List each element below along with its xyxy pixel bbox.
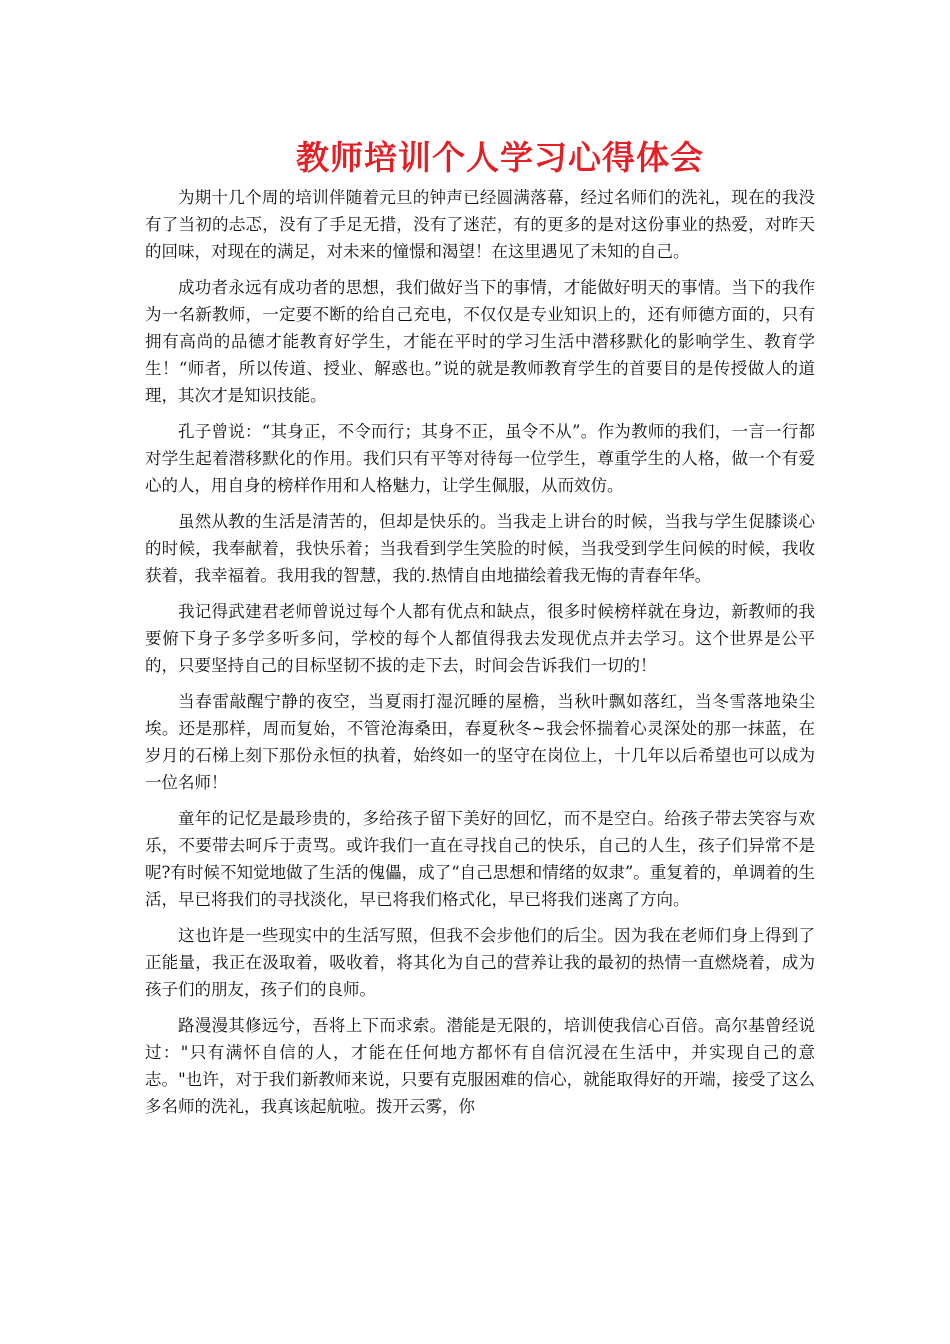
- paragraph-4: 虽然从教的生活是清苦的，但却是快乐的。当我走上讲台的时候，当我与学生促膝谈心的时候，我奉献着，我快乐着；当我看到学生笑脸的时候，当我受到学生问候的时候，我收获着，我幸福着。我用我的智慧，我的.热情自由地描绘着我无悔的青春年华。: [145, 512, 815, 585]
- paragraph-8: 这也许是一些现实中的生活写照，但我不会步他们的后尘。因为我在老师们身上得到了正能量，我正在汲取着，吸收着，将其化为自己的营养让我的最初的热情一直燃烧着，成为孩子们的朋友，孩子们的良师。: [145, 926, 815, 999]
- paragraph-2: 成功者永远有成功者的思想，我们做好当下的事情，才能做好明天的事情。当下的我作为一名新教师，一定要不断的给自己充电，不仅仅是专业知识上的，还有师德方面的，只有拥有高尚的品德才能教育好学生，才能在平时的学习生活中潜移默化的影响学生、教育学生！“师者，所以传道、授业、解惑也。”说的就是教师教育学生的首要目的是传授做人的道理，其次才是知识技能。: [145, 278, 815, 405]
- paragraph-3: 孔子曾说：“其身正，不令而行；其身不正，虽令不从”。作为教师的我们，一言一行都对学生起着潜移默化的作用。我们只有平等对待每一位学生，尊重学生的人格，做一个有爱心的人，用自身的榜样作用和人格魅力，让学生佩服，从而效仿。: [145, 422, 815, 495]
- document-body: [145, 184, 815, 1129]
- paragraph-1: 为期十几个周的培训伴随着元旦的钟声已经圆满落幕，经过名师们的洗礼，现在的我没有了当初的忐忑，没有了手足无措，没有了迷茫，有的更多的是对这份事业的热爱，对昨天的回味，对现在的满足，对未来的憧憬和渴望！在这里遇见了未知的自己。: [145, 188, 815, 261]
- paragraph-6: 当春雷敲醒宁静的夜空，当夏雨打湿沉睡的屋檐，当秋叶飘如落红，当冬雪落地染尘埃。还是那样，周而复始，不管沧海桑田，春夏秋冬~我会怀揣着心灵深处的那一抹蓝，在岁月的石梯上刻下那份永恒的执着，始终如一的坚守在岗位上，十几年以后希望也可以成为一位名师！: [145, 692, 815, 792]
- paragraph-7: 童年的记忆是最珍贵的，多给孩子留下美好的回忆，而不是空白。给孩子带去笑容与欢乐，不要带去呵斥于责骂。或许我们一直在寻找自己的快乐，自己的人生，孩子们异常不是呢?有时候不知觉地做了生活的傀儡，成了“自己思想和情绪的奴隶”。重复着的，单调着的生活，早已将我们的寻找淡化，早已将我们格式化，早已将我们迷离了方向。: [145, 809, 815, 909]
- paragraph-9: 路漫漫其修远兮，吾将上下而求索。潜能是无限的，培训使我信心百倍。高尔基曾经说过："只有满怀自信的人，才能在任何地方都怀有自信沉浸在生活中，并实现自己的意志。"也许，对于我们新教师来说，只要有克服困难的信心，就能取得好的开端，接受了这么多名师的洗礼，我真该起航啦。拨开云雾，你: [145, 1016, 815, 1116]
- paragraph-5: 我记得武建君老师曾说过每个人都有优点和缺点，很多时候榜样就在身边，新教师的我要俯下身子多学多听多问，学校的每个人都值得我去发现优点并去学习。这个世界是公平的，只要坚持自己的目标坚韧不拔的走下去，时间会告诉我们一切的！: [145, 602, 815, 675]
- document-title: 教师培训个人学习心得体会: [296, 138, 704, 177]
